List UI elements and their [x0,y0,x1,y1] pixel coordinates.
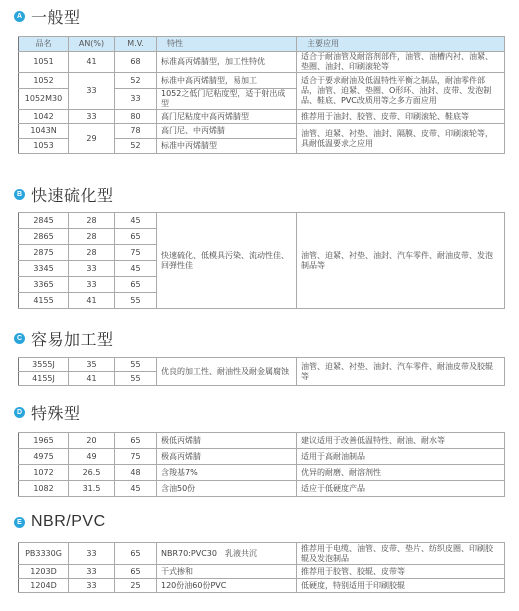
cell-application: 建议适用于改善低温特性、耐油、耐水等 [297,433,505,449]
cell-property: 快速硫化、低模具污染、流动性佳、回弹性佳 [157,213,297,309]
section-d-badge: D [14,407,25,418]
cell-an: 28 [69,213,115,229]
cell-an: 41 [69,52,115,73]
section-b-table [18,212,505,309]
cell-mv: 65 [115,277,157,293]
cell-name: 1203D [19,565,69,579]
cell-name: 2875 [19,245,69,261]
table-row [19,52,505,73]
cell-name: 4975 [19,449,69,465]
cell-name: 1052 [19,73,69,89]
cell-property: 含油50份 [157,481,297,497]
cell-application: 油管、迫紧、衬垫、油封、汽车零件、耐油皮带及胶辊等 [297,358,505,386]
cell-application: 推荐用于油封、胶管、皮带、印刷滚轮、鞋底等 [297,110,505,124]
section-c-header [14,329,114,347]
table-row [19,124,505,139]
cell-name: 1042 [19,110,69,124]
cell-name: 1053 [19,139,69,154]
header-mv: M.V. [115,37,157,52]
cell-mv: 55 [115,358,157,372]
cell-property: 高门尼、中丙烯腈 [157,124,297,139]
header-property: 特性 [157,37,297,52]
cell-name: 2845 [19,213,69,229]
table-row [19,433,505,449]
cell-an: 20 [69,433,115,449]
cell-application: 适应于低硬度产品 [297,481,505,497]
cell-mv: 65 [115,543,157,565]
header-an: AN(%) [69,37,115,52]
cell-property: 120份油60份PVC [157,579,297,593]
cell-an-merged: 33 [69,73,115,110]
cell-mv: 68 [115,52,157,73]
cell-name: 1965 [19,433,69,449]
cell-application: 推荐用于电缆、油管、皮带、垫片、纺织皮圈、印刷胶辊及发泡制品 [297,543,505,565]
cell-name: 2865 [19,229,69,245]
cell-property: 标准中高丙烯腈型，易加工 [157,73,297,89]
cell-property: 标准高丙烯腈型，加工性特优 [157,52,297,73]
cell-mv: 55 [115,293,157,309]
cell-an-merged: 29 [69,124,115,154]
section-e-badge: E [14,517,25,528]
cell-mv: 45 [115,261,157,277]
cell-name: 1043N [19,124,69,139]
cell-application: 低硬度，特别适用于印刷胶辊 [297,579,505,593]
table-row [19,481,505,497]
cell-an: 28 [69,229,115,245]
cell-mv: 78 [115,124,157,139]
table-row [19,358,505,372]
cell-mv: 65 [115,229,157,245]
cell-an: 28 [69,245,115,261]
cell-application: 适用于高耐油制品 [297,449,505,465]
cell-property: NBR70:PVC30 乳液共沉 [157,543,297,565]
section-c-table [18,357,505,386]
section-e-title: NBR/PVC [31,513,106,530]
section-a-header [14,7,81,25]
section-d-table [18,432,505,497]
section-e-table [18,542,505,593]
cell-an: 33 [69,579,115,593]
cell-property: 优良的加工性、耐油性及耐金属腐蚀 [157,358,297,386]
cell-application: 适合于耐油管及耐溶剂部件，油管、油槽内衬、油紧、垫圈、油封、印刷滚轮等 [297,52,505,73]
cell-property: 高门尼粘度中高丙烯腈型 [157,110,297,124]
cell-property: 含羧基7% [157,465,297,481]
table-row [19,579,505,593]
section-e-header [14,513,106,531]
table-row [19,213,505,229]
cell-property: 1052之低门尼粘度型，适于射出成型 [157,89,297,110]
cell-an: 33 [69,261,115,277]
cell-mv: 75 [115,449,157,465]
cell-an: 31.5 [69,481,115,497]
cell-name: 3345 [19,261,69,277]
cell-an: 49 [69,449,115,465]
table-row [19,73,505,89]
cell-an: 41 [69,293,115,309]
cell-name: PB3330G [19,543,69,565]
table-row [19,565,505,579]
cell-an: 33 [69,565,115,579]
table-row [19,110,505,124]
section-a-table [18,36,505,154]
cell-mv: 52 [115,139,157,154]
section-b-title: 快速硫化型 [31,187,114,205]
cell-an: 26.5 [69,465,115,481]
cell-mv: 25 [115,579,157,593]
cell-mv: 65 [115,565,157,579]
cell-application: 油管、迫紧、衬垫、油封、隔膜、皮带、印刷滚轮等，具耐低温要求之应用 [297,124,505,154]
section-d-title: 特殊型 [31,405,81,423]
header-application: 主要应用 [297,37,505,52]
section-c-title: 容易加工型 [31,331,114,349]
section-b-header [14,185,114,203]
cell-mv: 33 [115,89,157,110]
cell-an: 33 [69,277,115,293]
cell-application: 适合于要求耐油及低温特性平衡之制品，耐油零件部品，油管、迫紧、垫圈、O形环、油封、皮带、发泡制品、鞋底、PVC改质用等之多方面应用 [297,73,505,110]
cell-property: 极高丙烯腈 [157,449,297,465]
cell-property: 极低丙烯腈 [157,433,297,449]
cell-name: 4155J [19,372,69,386]
cell-mv: 65 [115,433,157,449]
cell-name: 1072 [19,465,69,481]
cell-an: 35 [69,358,115,372]
cell-name: 4155 [19,293,69,309]
cell-name: 1082 [19,481,69,497]
table-row [19,449,505,465]
table-row [19,543,505,565]
cell-mv: 75 [115,245,157,261]
cell-name: 3555J [19,358,69,372]
cell-an: 33 [69,543,115,565]
section-c-badge: C [14,333,25,344]
cell-application: 推荐用于胶管、胶辊、皮带等 [297,565,505,579]
section-b-badge: B [14,189,25,200]
cell-application: 优异的耐磨、耐溶剂性 [297,465,505,481]
cell-mv: 48 [115,465,157,481]
cell-mv: 80 [115,110,157,124]
cell-name: 1051 [19,52,69,73]
cell-mv: 55 [115,372,157,386]
cell-mv: 52 [115,73,157,89]
cell-an: 33 [69,110,115,124]
cell-application: 油管、迫紧、衬垫、油封、汽车零件、耐油皮带、发泡制品等 [297,213,505,309]
table-row [19,465,505,481]
cell-name: 1052M30 [19,89,69,110]
cell-property: 标准中丙烯腈型 [157,139,297,154]
cell-name: 1204D [19,579,69,593]
cell-an: 41 [69,372,115,386]
section-a-title: 一般型 [31,9,81,27]
cell-name: 3365 [19,277,69,293]
header-name: 品名 [19,37,69,52]
section-d-header [14,403,81,421]
cell-mv: 45 [115,213,157,229]
cell-property: 干式掺和 [157,565,297,579]
section-a-badge: A [14,11,25,22]
cell-mv: 45 [115,481,157,497]
